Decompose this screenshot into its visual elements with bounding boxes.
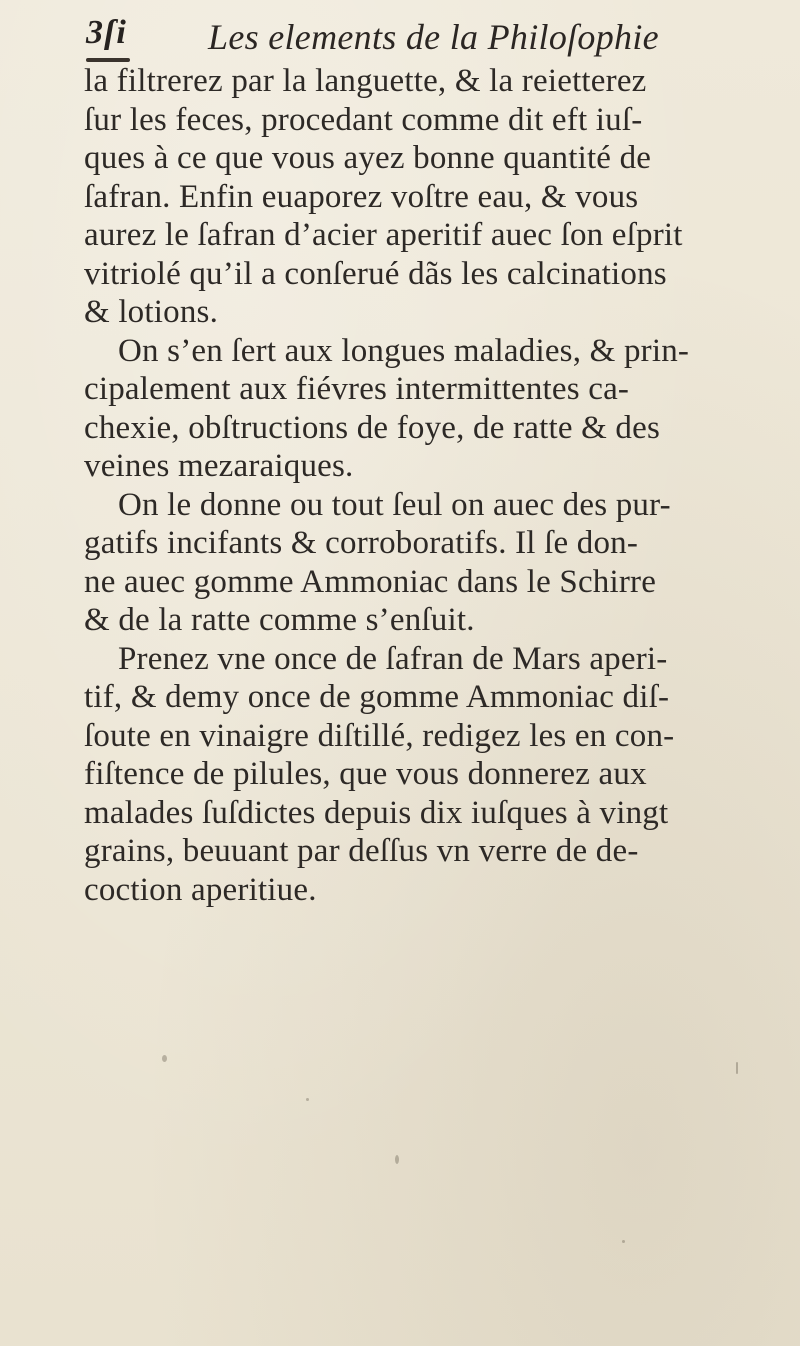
- paragraph: [84, 332, 788, 486]
- text-line: On s’en ſert aux longues maladies, & prin-: [118, 332, 690, 369]
- text-line: gatifs incifants & corroboratifs. Il ſe don-: [84, 525, 639, 561]
- text-line: On le donne ou tout ſeul on auec des pur-: [118, 486, 671, 523]
- paper-spot: [736, 1062, 738, 1074]
- text-line: malades ſuſdictes depuis dix iuſques à vingt: [84, 794, 669, 831]
- text-line: la filtrerez par la languette, & la reietterez: [84, 63, 647, 99]
- text-line: fiſtence de pilules, que vous donnerez aux: [84, 756, 647, 792]
- text-line: ne auec gomme Ammoniac dans le Schirre: [84, 563, 657, 600]
- page-number: 3ſi: [86, 14, 127, 51]
- paragraph: [84, 62, 788, 332]
- text-line: ques à ce que vous ayez bonne quantité de: [84, 140, 652, 176]
- text-line: vitriolé qu’il a conſerué dãs les calcinations: [84, 255, 667, 292]
- text-line: chexie, obſtructions de foye, de ratte & des: [84, 409, 661, 446]
- text-line: coction aperitiue.: [84, 871, 317, 908]
- text-line: Prenez vne once de ſafran de Mars aperi-: [118, 640, 668, 677]
- text-line: ſur les feces, procedant comme dit eft iuſ-: [84, 101, 643, 138]
- paragraph: [84, 640, 788, 910]
- paper-spot: [622, 1240, 625, 1243]
- paper-spot: [306, 1098, 309, 1101]
- text-line: aurez le ſafran d’acier aperitif auec ſon eſprit: [84, 217, 683, 253]
- paragraph: [84, 486, 788, 640]
- text-line: veines mezaraiques.: [84, 448, 354, 484]
- body-text: [84, 62, 788, 909]
- page-header: [86, 12, 770, 64]
- text-line: & de la ratte comme s’enſuit.: [84, 602, 475, 638]
- text-line: ſafran. Enfin euaporez voſtre eau, & vous: [84, 178, 639, 215]
- text-line: ſoute en vinaigre diſtillé, redigez les en con-: [84, 717, 675, 754]
- paper-spot: [162, 1055, 167, 1062]
- paper-spot: [395, 1155, 399, 1164]
- text-line: tif, & demy once de gomme Ammoniac diſ-: [84, 679, 670, 715]
- text-line: grains, beuuant par deſſus vn verre de de-: [84, 833, 639, 869]
- text-line: & lotions.: [84, 294, 219, 330]
- running-title: Les elements de la Philoſophie: [208, 17, 659, 57]
- text-line: cipalement aux fiévres intermittentes ca-: [84, 371, 630, 407]
